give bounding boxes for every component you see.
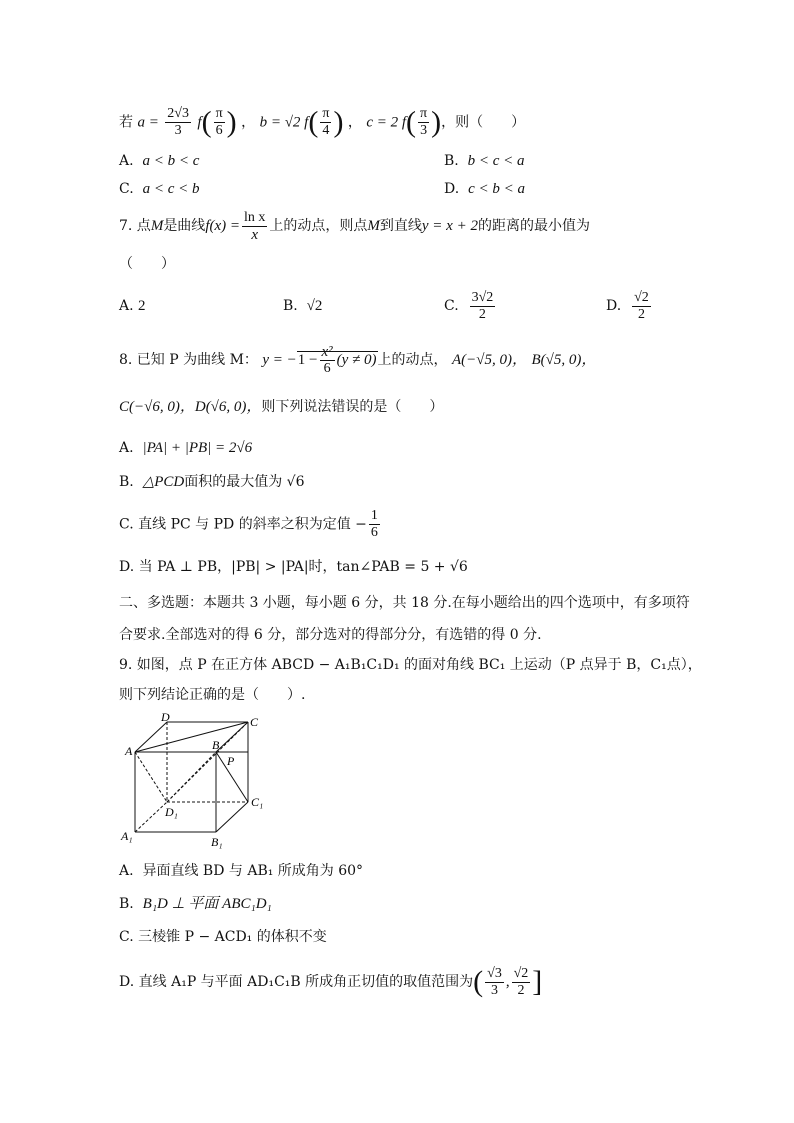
- label-D: D: [161, 712, 170, 724]
- q8-option-a: A. |PA| + |PB| = 2√6: [119, 440, 253, 456]
- q6-prefix: 若: [119, 114, 133, 131]
- q6-a-fraction: $\frac{2√3}{3}$: [167, 106, 189, 138]
- q9-stem-line2: 则下列结论正确的是（ ）.: [119, 687, 306, 703]
- q7-paren: （ ）: [119, 256, 175, 272]
- label-D1: D₁: [165, 805, 178, 819]
- q7-option-a: A. 2: [119, 298, 146, 314]
- label-A1: A₁: [121, 829, 133, 843]
- q6-stem: 若 a = $\frac{2√3}{3}$ f( $\frac{\pi}{6}$ ) ， b = √2 f( $\frac{\pi}{4}$ ) ， c = 2 f( $\frac{\pi}{3}$ )，则（ ）: [119, 105, 526, 139]
- section2-line1: 二、多选题：本题共 3 小题，每小题 6 分，共 18 分.在每小题给出的四个选项中，有多项符: [119, 595, 690, 611]
- q9-option-b: B. B₁D ⊥ 平面 ABC₁D₁: [119, 896, 272, 912]
- q9-option-d: D. 直线 A₁P 与平面 AD₁C₁B 所成角正切值的取值范围为( $\frac{√3}{3}$ , $\frac{√2}{2}$ ]: [119, 965, 543, 998]
- label-B: B: [212, 738, 220, 752]
- q8-stem-line1: 8. 已知 P 为曲线 M： y = −1 − $\frac{\text{x²}}{6}$ (y ≠ 0)上的动点， A(−√5, 0)， B(√5, 0)，: [119, 343, 597, 376]
- q6-option-c: C. a < c < b: [119, 181, 200, 197]
- q6-pi6: $\frac{\pi}{6}$: [215, 106, 223, 138]
- q9-stem-line1: 9. 如图，点 P 在正方体 ABCD − A₁B₁C₁D₁ 的面对角线 BC₁ 上运动（P 点异于 B，C₁点），: [119, 657, 702, 673]
- q6-b-expr: b = √2 f: [259, 114, 309, 131]
- q6-option-a: A. a < b < c: [119, 153, 200, 169]
- label-C1: C₁: [251, 795, 264, 809]
- q6-a-expr: a =: [137, 114, 159, 131]
- q8-option-c: C. 直线 PC 与 PD 的斜率之积为定值 − $\frac{1}{6}$: [119, 508, 378, 540]
- q7-option-c: C. $\frac{3√2}{2}$: [444, 289, 494, 322]
- q6-option-b: B. b < c < a: [444, 153, 525, 169]
- q6-option-d: D. c < b < a: [444, 181, 525, 197]
- label-B1: B₁: [211, 835, 223, 849]
- q7-option-d: D. $\frac{√2}{2}$: [606, 289, 649, 322]
- q7-option-b: B. √2: [283, 298, 323, 314]
- cube-figure: [115, 712, 275, 852]
- q9-option-a: A. 异面直线 BD 与 AB₁ 所成角为 60°: [119, 863, 364, 879]
- q8-option-b: B. △PCD面积的最大值为 √6: [119, 474, 305, 490]
- label-P: P: [227, 754, 235, 768]
- q6-c-expr: c = 2 f: [366, 114, 407, 131]
- q6-suffix: ，则（ ）: [441, 114, 526, 131]
- q7-stem: 7. 点M是曲线f(x) = $\frac{\text{ln x}}{x}$ 上的动点，则点M到直线y = x + 2的距离的最小值为: [119, 209, 590, 243]
- q6-pi3: $\frac{\pi}{3}$: [420, 106, 428, 138]
- q7-fraction: $\frac{\text{ln x}}{x}$: [244, 209, 266, 243]
- label-A: A: [125, 744, 133, 758]
- section2-line2: 合要求.全部选对的得 6 分，部分选对的得部分分，有选错的得 0 分.: [119, 627, 542, 643]
- q8-stem-line2: C(−√6, 0)，D(√6, 0)，则下列说法错误的是（ ）: [119, 399, 444, 415]
- q6-pi4: $\frac{\pi}{4}$: [322, 106, 330, 138]
- q9-option-c: C. 三棱锥 P − ACD₁ 的体积不变: [119, 929, 327, 945]
- label-C: C: [250, 715, 259, 729]
- q6-f: f: [197, 114, 202, 131]
- q8-option-d: D. 当 PA ⊥ PB，|PB| > |PA|时，tan∠PAB = 5 + √6: [119, 559, 468, 575]
